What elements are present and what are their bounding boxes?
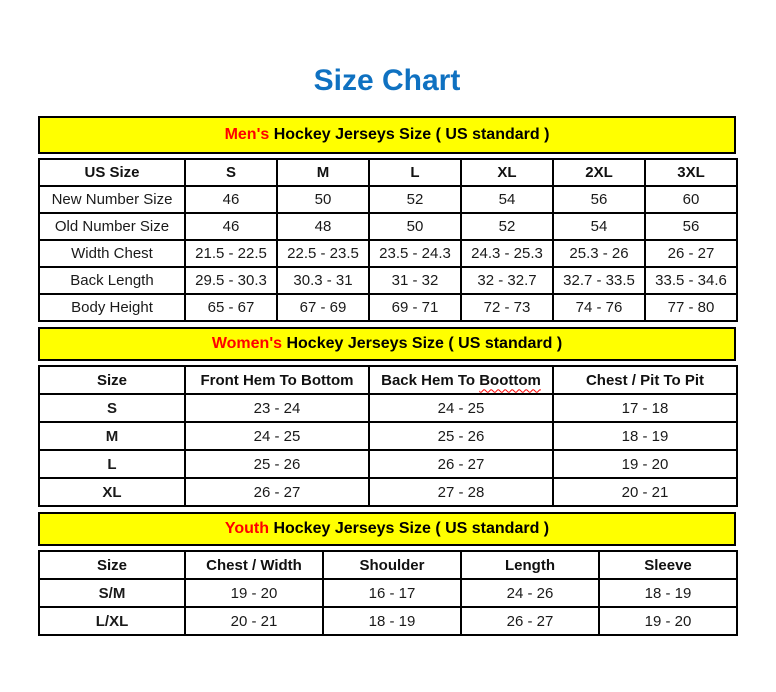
mens-cell: 29.5 - 30.3 xyxy=(185,267,277,294)
womens-header-row xyxy=(39,366,737,394)
mens-cell: 22.5 - 23.5 xyxy=(277,240,369,267)
womens-column-header xyxy=(369,366,553,394)
womens-section-header xyxy=(38,327,736,361)
youth-column-header: Size xyxy=(39,551,185,579)
mens-cell: 21.5 - 22.5 xyxy=(185,240,277,267)
youth-cell: 26 - 27 xyxy=(461,607,599,635)
youth-row-label: S/M xyxy=(39,579,185,607)
mens-cell: 33.5 - 34.6 xyxy=(645,267,737,294)
youth-cell: 24 - 26 xyxy=(461,579,599,607)
youth-row xyxy=(39,607,737,635)
mens-section-header xyxy=(38,116,736,154)
mens-cell: 26 - 27 xyxy=(645,240,737,267)
mens-cell: 52 xyxy=(461,213,553,240)
mens-cell: 24.3 - 25.3 xyxy=(461,240,553,267)
youth-cell: 20 - 21 xyxy=(185,607,323,635)
page-title: Size Chart xyxy=(313,64,461,97)
mens-column-header: M xyxy=(277,159,369,186)
mens-column-header: 2XL xyxy=(553,159,645,186)
womens-row xyxy=(39,394,737,422)
mens-cell: 30.3 - 31 xyxy=(277,267,369,294)
womens-column-header: Front Hem To Bottom xyxy=(185,366,369,394)
mens-size-table xyxy=(38,158,738,322)
mens-cell: 77 - 80 xyxy=(645,294,737,321)
womens-cell: 23 - 24 xyxy=(185,394,369,422)
womens-cell: 24 - 25 xyxy=(185,422,369,450)
youth-size-section xyxy=(38,512,736,636)
mens-row xyxy=(39,186,737,213)
mens-cell: 52 xyxy=(369,186,461,213)
womens-row-label: XL xyxy=(39,478,185,506)
youth-row-label: L/XL xyxy=(39,607,185,635)
womens-cell: 17 - 18 xyxy=(553,394,737,422)
youth-column-header: Length xyxy=(461,551,599,579)
mens-column-header: US Size xyxy=(39,159,185,186)
mens-cell: 23.5 - 24.3 xyxy=(369,240,461,267)
youth-cell: 16 - 17 xyxy=(323,579,461,607)
mens-size-section xyxy=(38,116,736,322)
womens-cell: 26 - 27 xyxy=(185,478,369,506)
youth-cell: 18 - 19 xyxy=(323,607,461,635)
mens-row-label: Back Length xyxy=(39,267,185,294)
womens-row-label: S xyxy=(39,394,185,422)
mens-column-header: S xyxy=(185,159,277,186)
womens-section-header-highlight: Women's xyxy=(211,335,283,352)
youth-cell: 18 - 19 xyxy=(599,579,737,607)
womens-row-label: L xyxy=(39,450,185,478)
womens-cell: 25 - 26 xyxy=(185,450,369,478)
mens-cell: 56 xyxy=(645,213,737,240)
womens-cell: 25 - 26 xyxy=(369,422,553,450)
mens-row-label: Body Height xyxy=(39,294,185,321)
mens-cell: 69 - 71 xyxy=(369,294,461,321)
mens-cell: 46 xyxy=(185,213,277,240)
mens-cell: 32 - 32.7 xyxy=(461,267,553,294)
mens-cell: 60 xyxy=(645,186,737,213)
mens-cell: 54 xyxy=(553,213,645,240)
mens-section-header-highlight: Men's xyxy=(224,126,270,143)
womens-cell: 27 - 28 xyxy=(369,478,553,506)
mens-column-header: 3XL xyxy=(645,159,737,186)
mens-header-row xyxy=(39,159,737,186)
mens-cell: 48 xyxy=(277,213,369,240)
youth-section-header-highlight: Youth xyxy=(224,520,269,537)
mens-row xyxy=(39,240,737,267)
womens-cell: 19 - 20 xyxy=(553,450,737,478)
mens-cell: 54 xyxy=(461,186,553,213)
youth-cell: 19 - 20 xyxy=(599,607,737,635)
mens-cell: 50 xyxy=(277,186,369,213)
mens-cell: 32.7 - 33.5 xyxy=(553,267,645,294)
mens-cell: 67 - 69 xyxy=(277,294,369,321)
womens-cell: 26 - 27 xyxy=(369,450,553,478)
womens-row xyxy=(39,450,737,478)
mens-row-label: New Number Size xyxy=(39,186,185,213)
youth-section-header xyxy=(38,512,736,546)
size-chart-page xyxy=(38,0,736,636)
mens-cell: 50 xyxy=(369,213,461,240)
womens-cell: 18 - 19 xyxy=(553,422,737,450)
womens-column-header: Chest / Pit To Pit xyxy=(553,366,737,394)
mens-row xyxy=(39,294,737,321)
youth-column-header: Chest / Width xyxy=(185,551,323,579)
womens-cell: 20 - 21 xyxy=(553,478,737,506)
misspelled-word: Boottom xyxy=(479,371,541,389)
mens-cell: 46 xyxy=(185,186,277,213)
mens-cell: 25.3 - 26 xyxy=(553,240,645,267)
mens-cell: 31 - 32 xyxy=(369,267,461,294)
womens-cell: 24 - 25 xyxy=(369,394,553,422)
mens-row-label: Width Chest xyxy=(39,240,185,267)
womens-column-header-text: Back Hem To xyxy=(381,371,480,389)
mens-row xyxy=(39,267,737,294)
womens-row-label: M xyxy=(39,422,185,450)
womens-size-table xyxy=(38,365,738,507)
womens-row xyxy=(39,422,737,450)
mens-cell: 72 - 73 xyxy=(461,294,553,321)
youth-header-row xyxy=(39,551,737,579)
mens-cell: 74 - 76 xyxy=(553,294,645,321)
mens-column-header: XL xyxy=(461,159,553,186)
youth-cell: 19 - 20 xyxy=(185,579,323,607)
womens-row xyxy=(39,478,737,506)
mens-section-header-rest: Hockey Jerseys Size ( US standard ) xyxy=(269,126,550,143)
mens-cell: 65 - 67 xyxy=(185,294,277,321)
mens-cell: 56 xyxy=(553,186,645,213)
womens-section-header-rest: Hockey Jerseys Size ( US standard ) xyxy=(282,335,563,352)
youth-column-header: Sleeve xyxy=(599,551,737,579)
womens-size-section xyxy=(38,327,736,507)
mens-row-label: Old Number Size xyxy=(39,213,185,240)
youth-row xyxy=(39,579,737,607)
mens-row xyxy=(39,213,737,240)
mens-column-header: L xyxy=(369,159,461,186)
womens-column-header: Size xyxy=(39,366,185,394)
youth-section-header-rest: Hockey Jerseys Size ( US standard ) xyxy=(269,520,550,537)
youth-column-header: Shoulder xyxy=(323,551,461,579)
youth-size-table xyxy=(38,550,738,636)
